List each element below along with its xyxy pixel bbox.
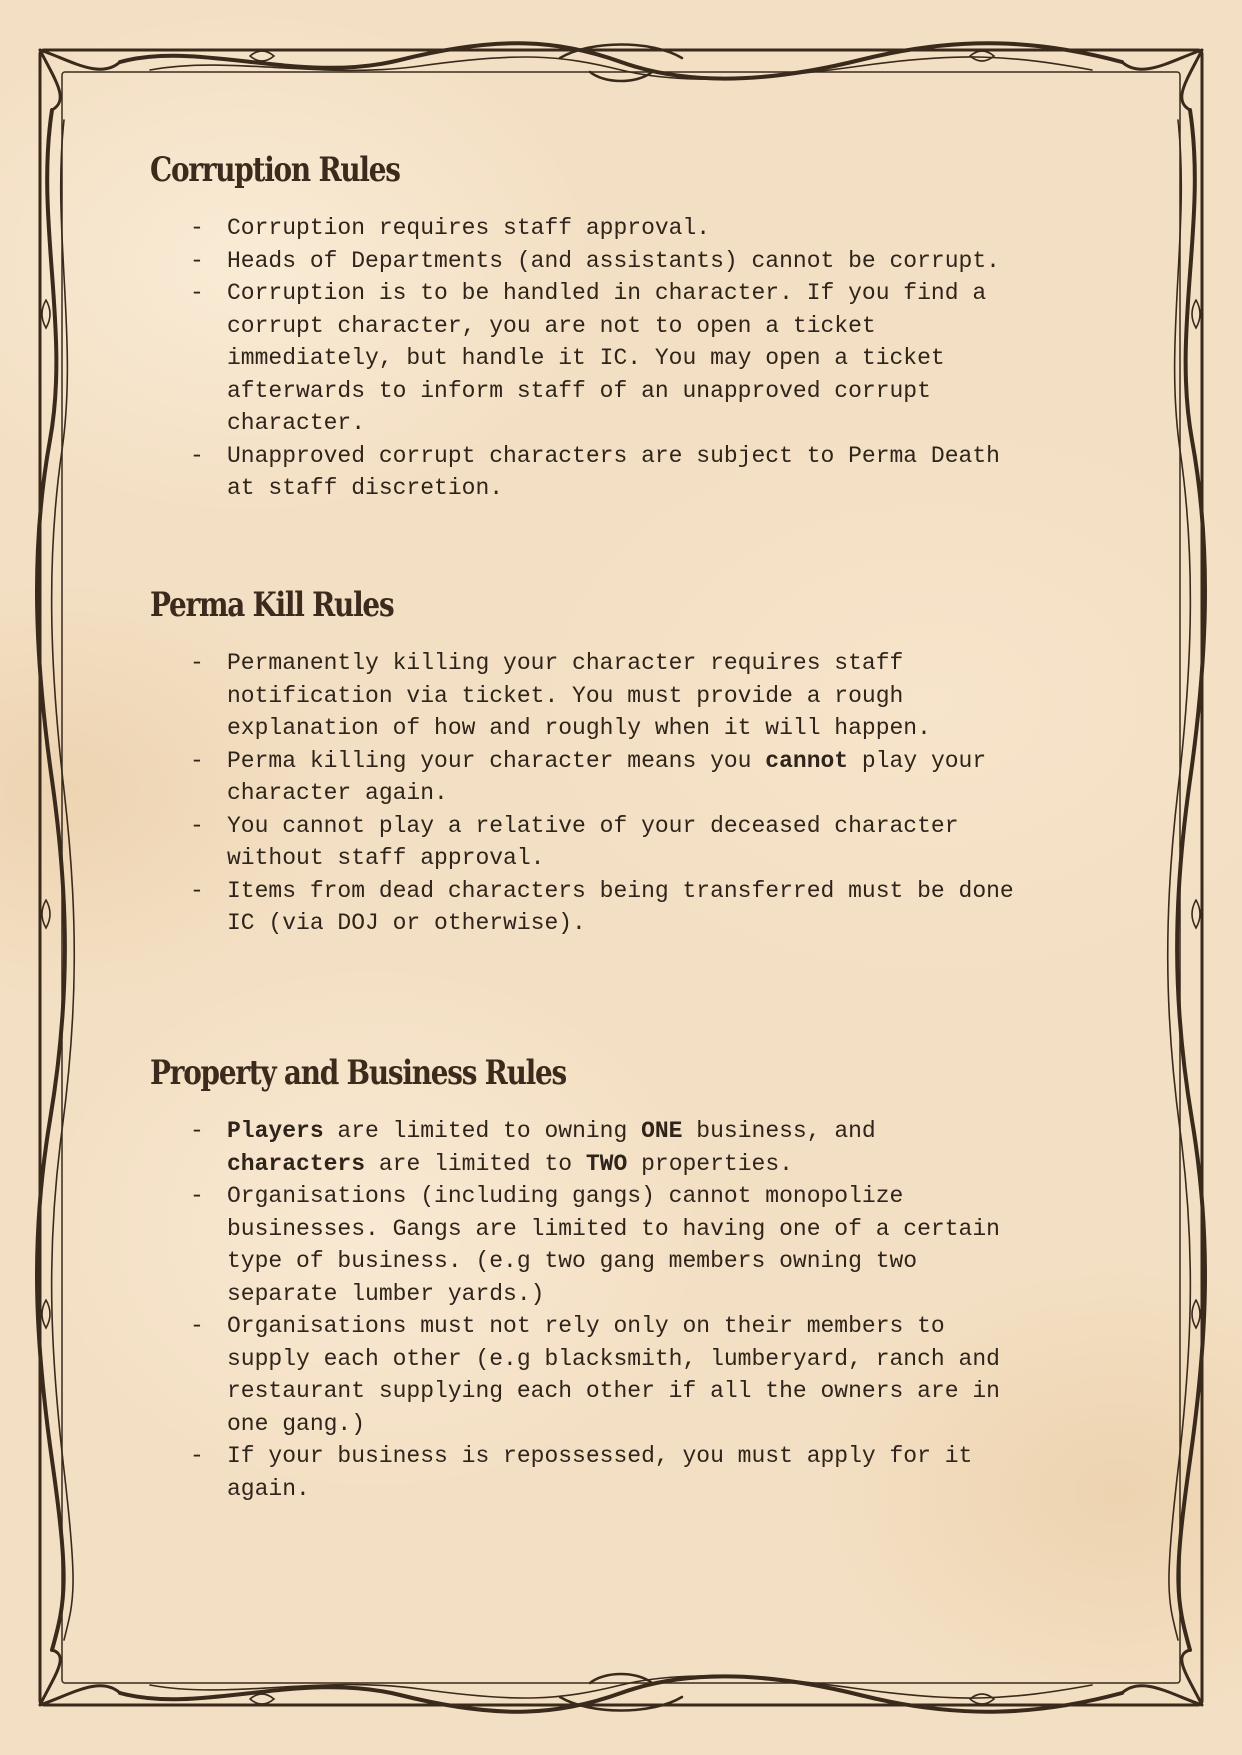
list-item (190, 647, 1090, 745)
section-title: Perma Kill Rules (150, 585, 394, 625)
bullet-dash: - (190, 247, 204, 274)
rule-text-part: play your character again. (227, 747, 987, 806)
section-title: Property and Business Rules (150, 1053, 566, 1093)
rule-text (227, 748, 986, 807)
rule-list (150, 212, 1090, 505)
rule-text-part: Perma killing your character means you (227, 747, 766, 774)
rule-text-part: business, and (696, 1118, 876, 1144)
rule-emphasis: Players (227, 1118, 324, 1144)
rule-text: Unapproved corrupt characters are subject to Perma Death at staff discretion. (227, 442, 1000, 501)
rule-text: Organisations (including gangs) cannot monopolize businesses. Gangs are limited to having one of a certain type of business. (e.g two gang members owning two separate lumber yards.) (227, 1183, 1000, 1307)
bullet-dash: - (190, 1183, 204, 1209)
rule-list (150, 1115, 1090, 1505)
bullet-dash: - (190, 442, 204, 469)
rule-text: Permanently killing your character requires staff notification via ticket. You must provide a rough explanation of how and roughly when it will happen. (227, 650, 931, 741)
rule-text-part: properties. (627, 1150, 793, 1177)
list-item (190, 1180, 1090, 1310)
list-item (190, 277, 1090, 440)
rule-list (150, 647, 1090, 940)
section-title: Corruption Rules (150, 150, 400, 190)
list-item (190, 440, 1090, 505)
section-corruption-rules (150, 150, 1090, 505)
rule-text: Organisations must not rely only on their members to supply each other (e.g blacksmith, lumberyard, ranch and restaurant supplying each other if all the owners are in one gang.) (227, 1313, 1000, 1437)
bullet-dash: - (190, 747, 204, 774)
list-item (190, 1440, 1090, 1505)
rule-emphasis: characters (227, 1150, 366, 1177)
bullet-dash: - (190, 1313, 204, 1339)
list-item (190, 212, 1090, 245)
list-item (190, 875, 1090, 940)
rule-emphasis: cannot (765, 747, 849, 774)
rule-text: If your business is repossessed, you must apply for it again. (227, 1443, 973, 1502)
list-item (190, 1310, 1090, 1440)
rule-emphasis: ONE (641, 1118, 683, 1144)
rule-text: Heads of Departments (and assistants) cannot be corrupt. (227, 247, 1000, 274)
bullet-dash: - (190, 877, 204, 904)
rule-emphasis: TWO (585, 1150, 628, 1177)
bullet-dash: - (190, 215, 204, 241)
rule-text: You cannot play a relative of your deceased character without staff approval. (227, 812, 959, 871)
rule-text-part: are limited to owning (323, 1118, 642, 1144)
rule-text: Corruption is to be handled in character. If you find a corrupt character, you are not to open a ticket immediately, but handle it IC. You may open a ticket afterwards to inform staff of an unapproved corrupt character. (227, 280, 987, 436)
rule-text (227, 1118, 876, 1177)
list-item (190, 810, 1090, 875)
list-item (190, 745, 1090, 810)
section-perma-kill-rules (150, 585, 1090, 940)
section-property-business-rules (150, 1053, 1090, 1505)
rule-text: Items from dead characters being transferred must be done IC (via DOJ or otherwise). (227, 877, 1014, 936)
bullet-dash: - (190, 280, 204, 306)
bullet-dash: - (190, 1118, 204, 1144)
list-item (190, 245, 1090, 278)
bullet-dash: - (190, 1443, 204, 1469)
rule-text: Corruption requires staff approval. (227, 215, 711, 241)
bullet-dash: - (190, 812, 204, 839)
bullet-dash: - (190, 650, 204, 676)
list-item (190, 1115, 1090, 1180)
rule-text-part: are limited to (365, 1150, 586, 1177)
